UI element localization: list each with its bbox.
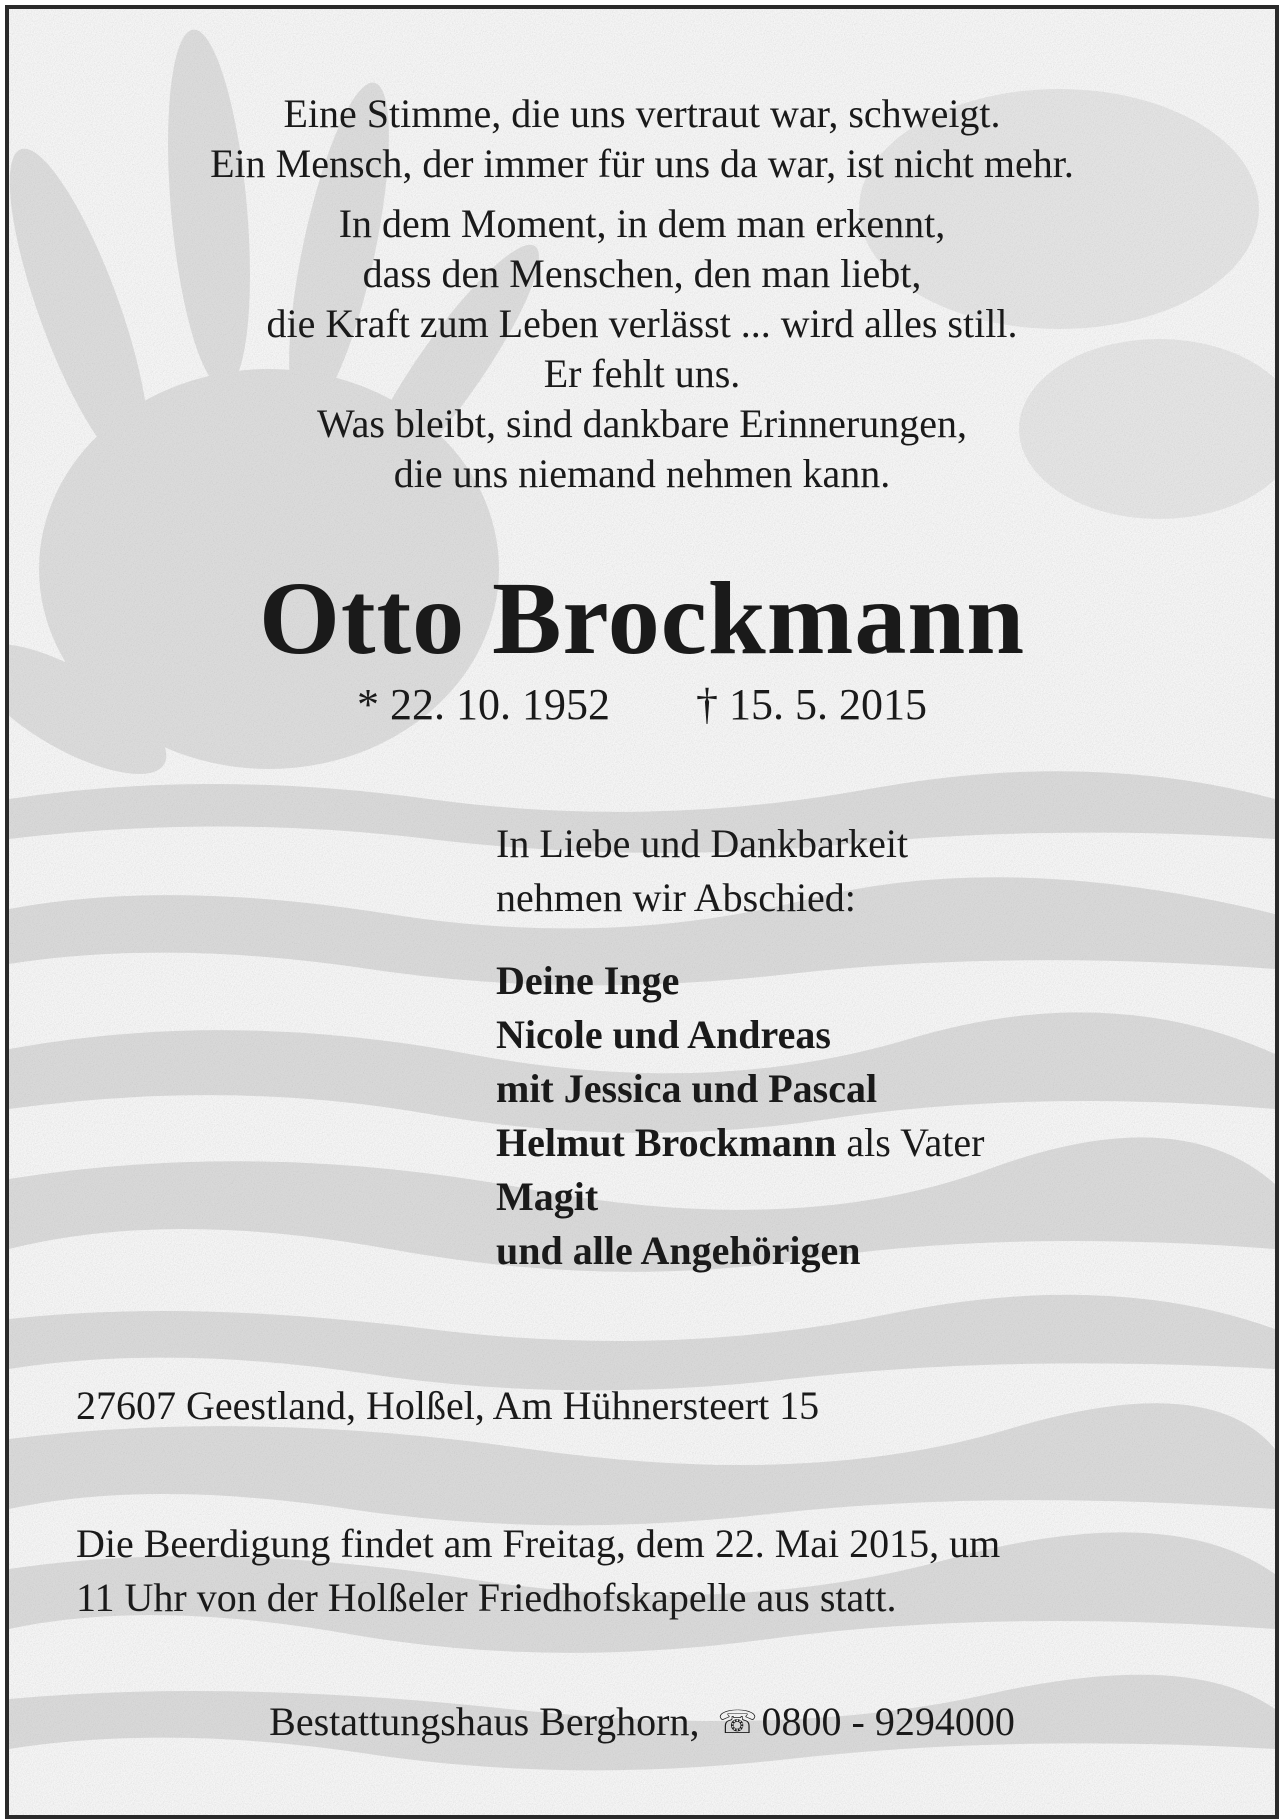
verse-line: die uns niemand nehmen kann. bbox=[393, 451, 891, 496]
mourner-name: Nicole und Andreas bbox=[496, 1012, 831, 1057]
verse-stanza-2 bbox=[9, 199, 1275, 499]
undertaker-name: Bestattungshaus Berghorn, bbox=[269, 1699, 700, 1744]
farewell-text bbox=[496, 817, 908, 925]
funeral-line: 11 Uhr von der Holßeler Friedhofskapelle aus statt. bbox=[76, 1575, 897, 1620]
obituary-notice bbox=[5, 5, 1279, 1819]
mourner-name: Magit bbox=[496, 1174, 599, 1219]
funeral-details bbox=[76, 1517, 1236, 1625]
family-address: 27607 Geestland, Holßel, Am Hühnersteert 15 bbox=[76, 1383, 820, 1428]
deceased-name: Otto Brockmann bbox=[258, 561, 1026, 676]
undertaker-phone[interactable]: 0800 - 9294000 bbox=[761, 1699, 1015, 1744]
mourner-name: Deine Inge bbox=[496, 958, 680, 1003]
telephone-icon: ☏ bbox=[717, 1704, 758, 1740]
mourner-relation: als Vater bbox=[836, 1120, 985, 1165]
death-date: † 15. 5. 2015 bbox=[696, 680, 927, 729]
farewell-line: In Liebe und Dankbarkeit bbox=[496, 821, 909, 866]
verse-line: Eine Stimme, die uns vertraut war, schweigt. bbox=[283, 91, 1001, 136]
verse-line: dass den Menschen, den man liebt, bbox=[362, 251, 922, 296]
birth-date: * 22. 10. 1952 bbox=[357, 680, 610, 729]
verse-line: die Kraft zum Leben verlässt ... wird alles still. bbox=[266, 301, 1018, 346]
funeral-line: Die Beerdigung findet am Freitag, dem 22. Mai 2015, um bbox=[76, 1521, 1001, 1566]
verse-line: Er fehlt uns. bbox=[543, 351, 741, 396]
verse-line: Ein Mensch, der immer für uns da war, ist nicht mehr. bbox=[210, 141, 1074, 186]
life-dates bbox=[9, 679, 1275, 731]
mourner-name: Helmut Brockmann bbox=[496, 1120, 837, 1165]
undertaker-contact bbox=[9, 1695, 1275, 1749]
verse-line: Was bleibt, sind dankbare Erinnerungen, bbox=[317, 401, 967, 446]
verse-line: In dem Moment, in dem man erkennt, bbox=[338, 201, 946, 246]
mourner-name: mit Jessica und Pascal bbox=[496, 1066, 878, 1111]
farewell-line: nehmen wir Abschied: bbox=[496, 875, 856, 920]
verse-stanza-1 bbox=[9, 89, 1275, 189]
mourners-list bbox=[496, 954, 985, 1278]
mourner-name: und alle Angehörigen bbox=[496, 1228, 861, 1273]
